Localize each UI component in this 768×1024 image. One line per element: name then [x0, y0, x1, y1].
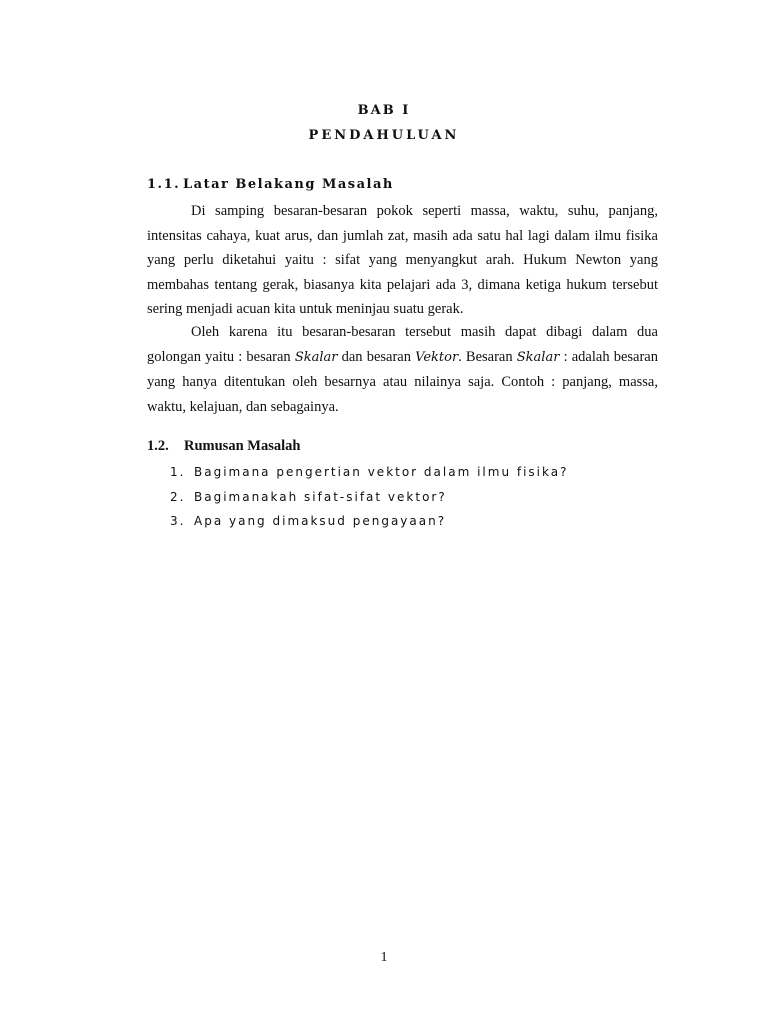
list-item-text: Bagimana pengertian vektor dalam ilmu fisika? [194, 465, 569, 479]
term-skalar: Skalar [516, 349, 560, 365]
chapter-number: BAB I [357, 103, 411, 118]
term-skalar: Skalar [294, 349, 338, 365]
paragraph-text: dan besaran [337, 348, 416, 365]
list-item-index: 3. [170, 514, 186, 528]
section-title: Latar Belakang Masalah [183, 177, 394, 192]
list-item-text: Apa yang dimaksud pengayaan? [194, 514, 447, 528]
list-item [170, 485, 568, 510]
section-heading-rumusan-masalah [147, 438, 300, 455]
section-number: 1.2. [147, 438, 169, 454]
chapter-title: PENDAHULUAN [308, 128, 460, 143]
paragraph-1: Di samping besaran-besaran pokok seperti massa, waktu, suhu, panjang, intensitas cahaya, kuat arus, dan jumlah zat, masih ada satu hal lagi dalam ilmu fisika yang perlu diketahui yaitu : sifat yang menyangkut arah. Hukum Newton yang membahas tentang gerak, biasanya kita pelajari ada 3, dimana ketiga hukum tersebut sering menjadi acuan kita untuk meninjau suatu gerak. [147, 203, 658, 317]
list-item-index: 1. [170, 465, 186, 479]
paragraph-text: . Besaran [458, 348, 517, 365]
problem-list [170, 460, 568, 534]
paragraph-text: Oleh karena itu besaran-besaran tersebut masih dapat dibagi dalam dua golongan yaitu : besaran [147, 324, 658, 365]
paragraph-2 [147, 320, 658, 419]
list-item [170, 460, 568, 485]
section-number: 1.1. [147, 177, 181, 192]
list-item [170, 509, 568, 534]
section-title: Rumusan Masalah [184, 438, 301, 454]
term-vektor: Vektor [415, 349, 459, 365]
section-heading-latar-belakang [147, 177, 394, 192]
list-item-index: 2. [170, 489, 186, 504]
list-item-text: Bagimanakah sifat-sifat vektor? [194, 489, 447, 504]
paragraph-text: : adalah besaran yang hanya ditentukan oleh besarnya atau nilainya saja. Contoh : panjang, massa, waktu, kelajuan, dan sebagainya. [147, 348, 658, 415]
page-number: 1 [380, 950, 388, 965]
